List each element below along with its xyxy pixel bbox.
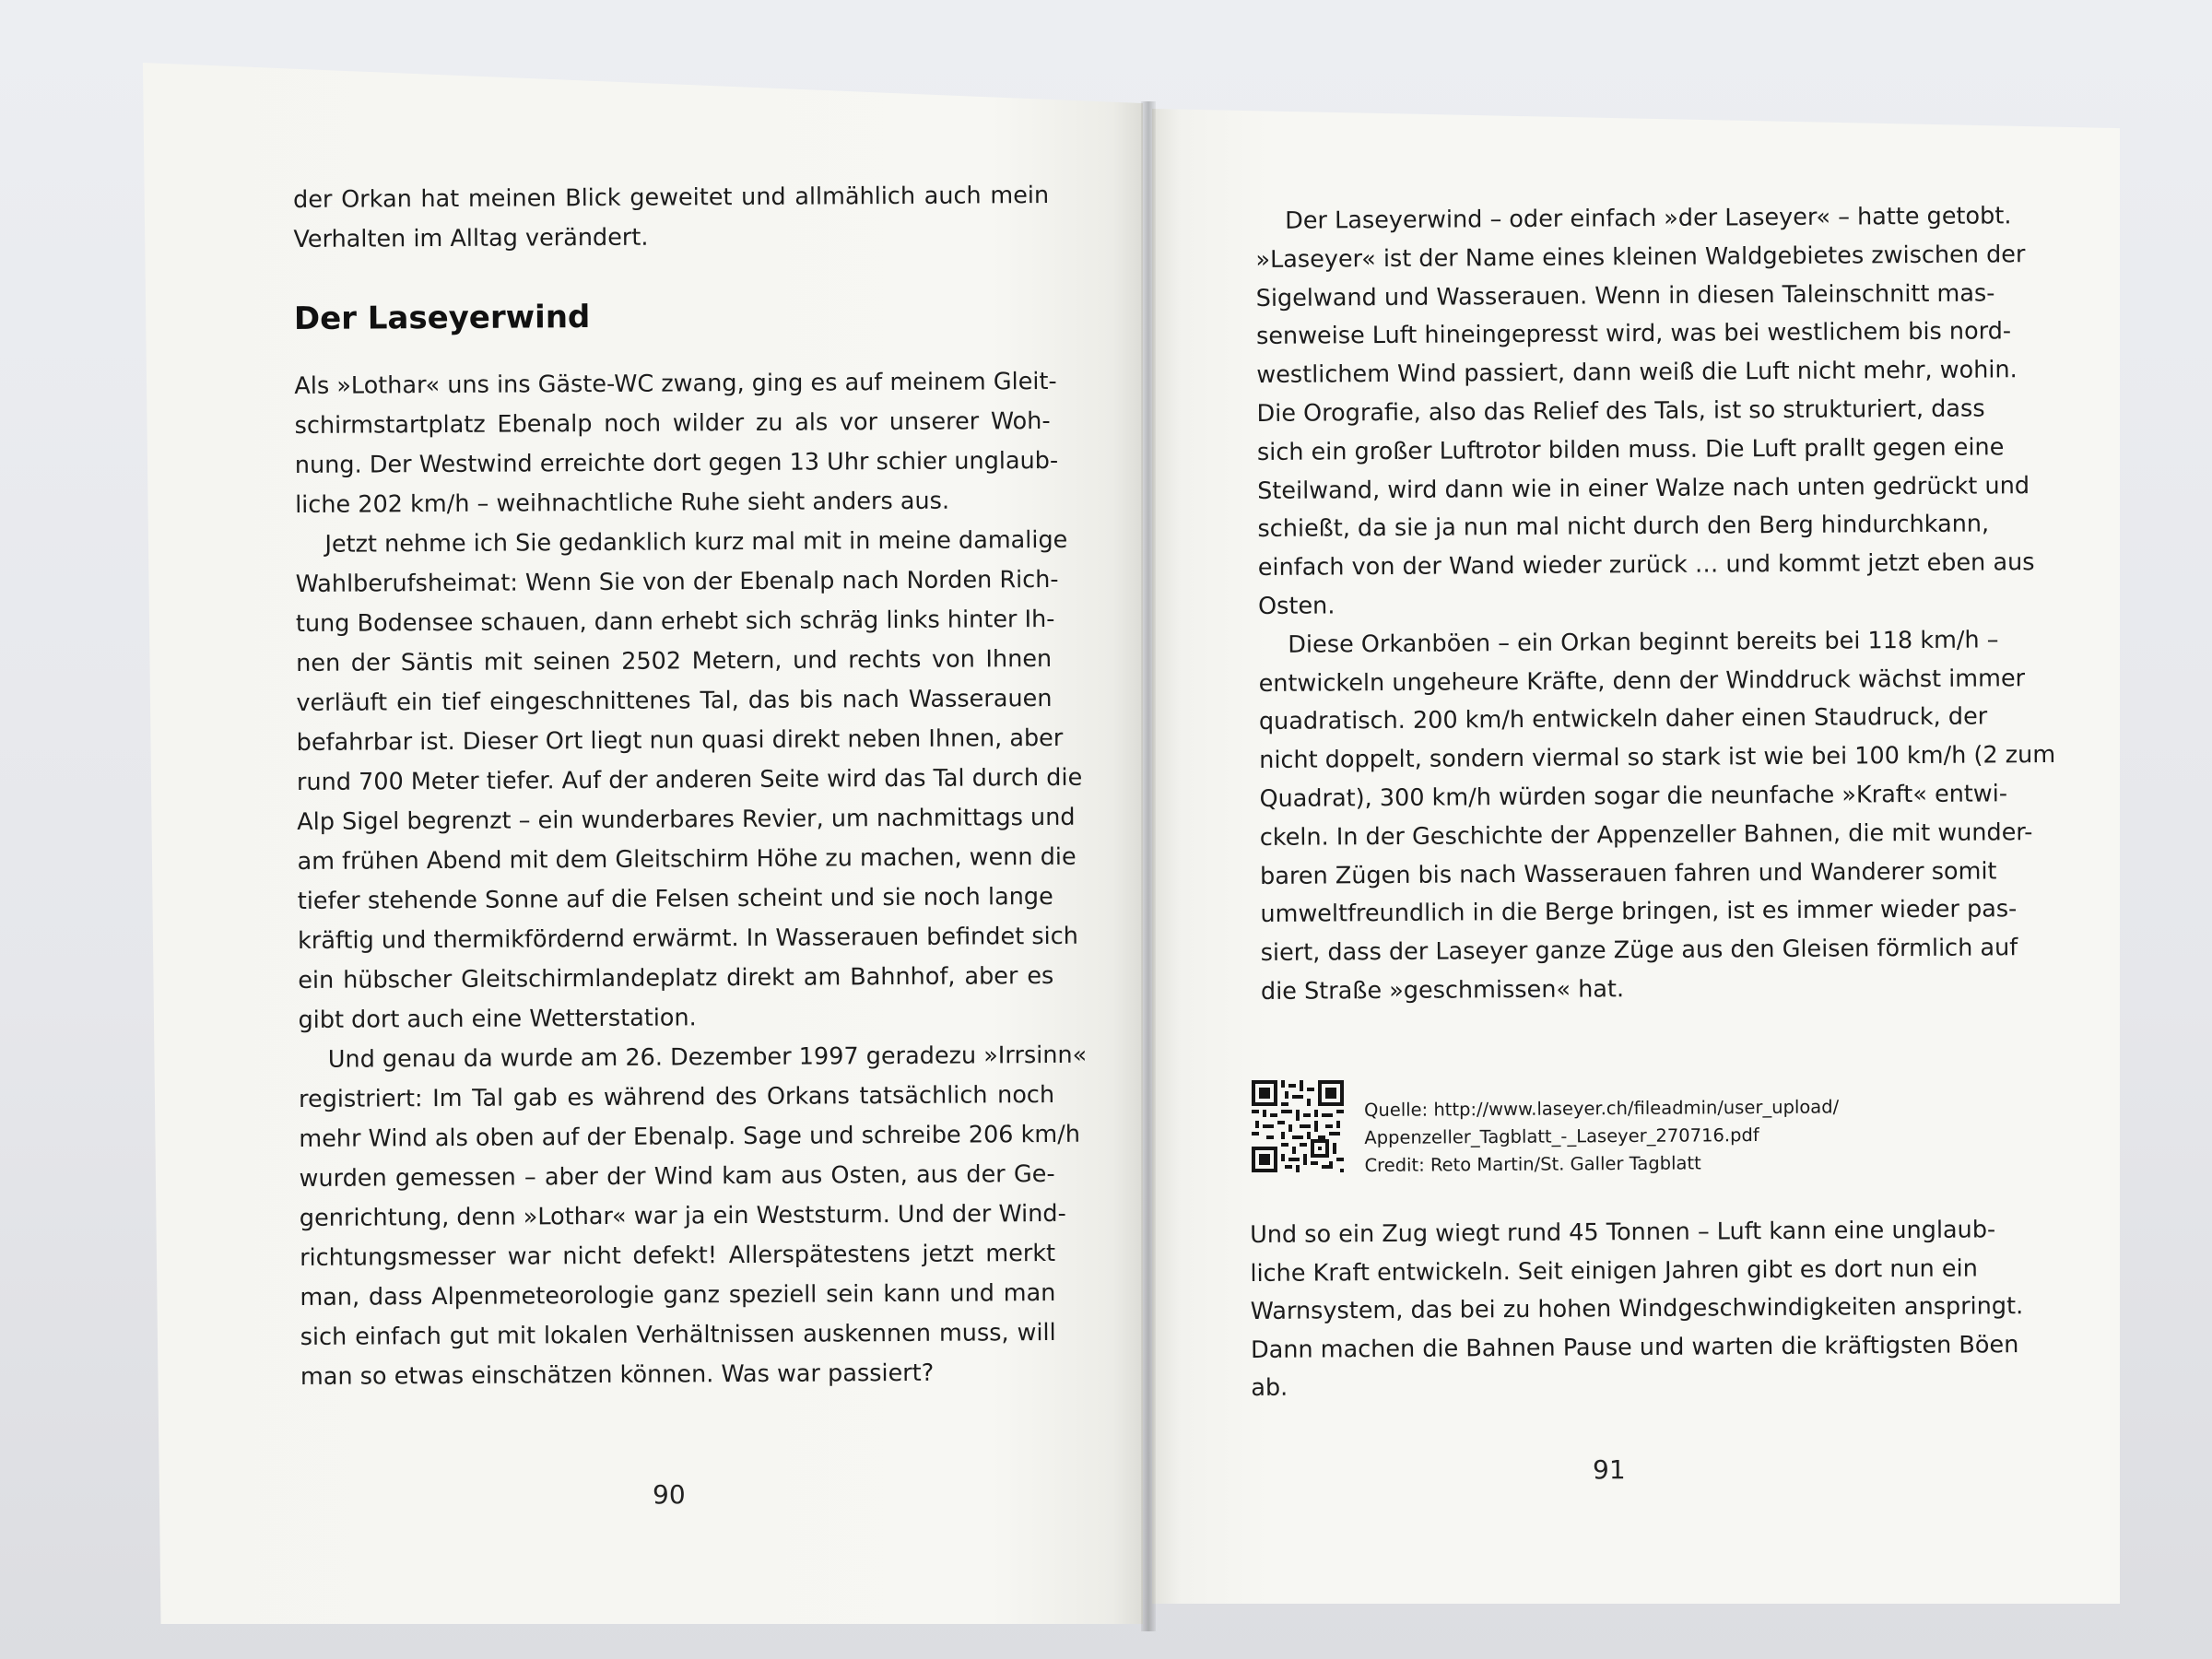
text-line: liche 202 km/h – weihnachtliche Ruhe sieht anders aus.	[295, 487, 950, 519]
text-line: Jetzt nehme ich Sie gedanklich kurz mal mit in meine damalige	[324, 525, 1068, 559]
text-line: Diese Orkanböen – ein Orkan beginnt bereits bei 118 km/h –	[1288, 626, 1999, 659]
text-line: nicht doppelt, sondern viermal so stark ist wie bei 100 km/h (2 zum	[1259, 741, 2056, 775]
text-line: man, dass Alpenmeteorologie ganz speziell sein kann und man	[300, 1278, 1056, 1312]
text-line: mehr Wind als oben auf der Ebenalp. Sage und schreibe 206 km/h	[299, 1120, 1081, 1153]
text-line: nen der Säntis mit seinen 2502 Metern, und rechts von Ihnen	[296, 644, 1053, 677]
text-line: Und so ein Zug wiegt rund 45 Tonnen – Luft kann eine unglaub-	[1250, 1216, 1996, 1249]
page-number-left: 90	[653, 1479, 686, 1510]
qr-code-icon	[1252, 1080, 1344, 1172]
text-line: der Orkan hat meinen Blick geweitet und allmählich auch mein	[293, 181, 1050, 214]
text-line: Der Laseyerwind – oder einfach »der Laseyer« – hatte getobt.	[1285, 202, 2012, 235]
text-line: genrichtung, denn »Lothar« war ja ein Weststurm. Und der Wind-	[299, 1199, 1066, 1232]
text-line: Alp Sigel begrenzt – ein wunderbares Revier, um nachmittags und	[297, 803, 1076, 836]
text-line: registriert: Im Tal gab es während des Orkans tatsächlich noch	[298, 1080, 1055, 1113]
paragraph	[1258, 621, 2056, 1011]
text-line: umweltfreundlich in die Berge bringen, ist es immer wieder pas-	[1260, 895, 2018, 929]
text-line: Steilwand, wird dann wie in einer Walze nach unten gedrückt und	[1257, 471, 2030, 505]
paragraph	[298, 1036, 1088, 1397]
text-line: Warnsystem, das bei zu hohen Windgeschwindigkeiten anspringt.	[1250, 1292, 2024, 1325]
text-line: einfach von der Wand wieder zurück … und kommt jetzt eben aus	[1257, 548, 2035, 582]
text-line: tung Bodensee schauen, dann erhebt sich schräg links hinter Ih-	[295, 605, 1055, 638]
text-line: verläuft ein tief eingeschnittenes Tal, das bis nach Wasserauen	[296, 684, 1053, 717]
book-gutter	[1141, 101, 1156, 1631]
text-line: am frühen Abend mit dem Gleitschirm Höhe zu machen, wenn die	[297, 842, 1077, 876]
text-line: Und genau da wurde am 26. Dezember 1997 geradezu »Irrsinn«	[327, 1041, 1088, 1074]
text-line: gibt dort auch eine Wetterstation.	[298, 1004, 697, 1034]
text-line: Verhalten im Alltag verändert.	[293, 223, 649, 253]
paragraph	[295, 521, 1083, 1041]
right-page-text	[1255, 198, 2056, 1012]
text-line: rund 700 Meter tiefer. Auf der anderen Seite wird das Tal durch die	[296, 763, 1083, 796]
text-line: befahrbar ist. Dieser Ort liegt nun quasi direkt neben Ihnen, aber	[296, 724, 1064, 757]
text-line: senweise Luft hineingepresst wird, was bei westlichem bis nord-	[1255, 317, 2012, 351]
paragraph	[294, 362, 1059, 525]
source-line: Appenzeller_Tagblatt_-_Laseyer_270716.pdf	[1364, 1124, 1759, 1148]
text-line: Quadrat), 300 km/h würden sogar die neunfache »Kraft« entwi-	[1259, 780, 2008, 813]
text-line: kräftig und thermikfördernd erwärmt. In Wasserauen befindet sich	[297, 922, 1078, 955]
text-line: Als »Lothar« uns ins Gäste-WC zwang, ging es auf meinem Gleit-	[294, 367, 1057, 400]
text-line: »Laseyer« ist der Name eines kleinen Waldgebietes zwischen der	[1255, 240, 2026, 274]
text-line: ckeln. In der Geschichte der Appenzeller Bahnen, die mit wunder-	[1259, 818, 2033, 852]
right-page-text-bottom	[1250, 1212, 2024, 1408]
source-line: Quelle: http://www.laseyer.ch/fileadmin/user_upload/	[1364, 1096, 1840, 1121]
text-line: quadratisch. 200 km/h entwickeln daher einen Staudruck, der	[1258, 702, 1988, 736]
paragraph	[1255, 198, 2035, 627]
text-line: wurden gemessen – aber der Wind kam aus Osten, aus der Ge-	[299, 1159, 1055, 1193]
text-line: siert, dass der Laseyer ganze Züge aus den Gleisen förmlich auf	[1260, 934, 2018, 968]
text-line: entwickeln ungeheure Kräfte, denn der Winddruck wächst immer	[1258, 664, 2026, 698]
text-line: sich ein großer Luftrotor bilden muss. Die Luft prallt gegen eine	[1256, 433, 2005, 466]
text-line: liche Kraft entwickeln. Seit einigen Jahren gibt es dort nun ein	[1250, 1253, 1978, 1288]
text-line: Die Orografie, also das Relief des Tals, ist so strukturiert, dass	[1256, 394, 1985, 428]
source-credit	[1364, 1093, 1955, 1180]
text-line: man so etwas einschätzen können. Was war passiert?	[300, 1359, 935, 1391]
section-heading: Der Laseyerwind	[293, 299, 591, 337]
text-line: westlichem Wind passiert, dann weiß die Luft nicht mehr, wohin.	[1256, 356, 2018, 390]
text-line: sich einfach gut mit lokalen Verhältnissen auskennen muss, will	[300, 1318, 1056, 1351]
text-line: richtungsmesser war nicht defekt! Allerspätestens jetzt merkt	[300, 1239, 1056, 1272]
text-line: Dann machen die Bahnen Pause und warten die kräftigsten Böen	[1250, 1330, 2019, 1364]
text-line: Osten.	[1257, 592, 1335, 620]
text-line: schirmstartplatz Ebenalp noch wilder zu als vor unserer Woh-	[294, 406, 1051, 440]
text-line: nung. Der Westwind erreichte dort gegen 13 Uhr schier unglaub-	[294, 446, 1059, 479]
text-line: die Straße »geschmissen« hat.	[1260, 975, 1625, 1006]
page-number-right: 91	[1593, 1454, 1626, 1485]
text-line: baren Zügen bis nach Wasserauen fahren und Wanderer somit	[1259, 856, 1997, 890]
text-line: Wahlberufsheimat: Wenn Sie von der Ebenalp nach Norden Rich-	[295, 565, 1059, 598]
credit-line: Credit: Reto Martin/St. Galler Tagblatt	[1364, 1152, 1701, 1176]
text-line: Sigelwand und Wasserauen. Wenn in diesen Taleinschnitt mas-	[1255, 278, 1995, 312]
left-page-text	[293, 176, 1088, 1397]
text-line: ein hübscher Gleitschirmlandeplatz direkt am Bahnhof, aber es	[298, 961, 1054, 994]
text-line: schießt, da sie ja nun mal nicht durch den Berg hindurchkann,	[1257, 510, 1990, 544]
text-line: tiefer stehende Sonne auf die Felsen scheint und sie noch lange	[297, 882, 1053, 915]
text-line: ab.	[1251, 1373, 1288, 1402]
